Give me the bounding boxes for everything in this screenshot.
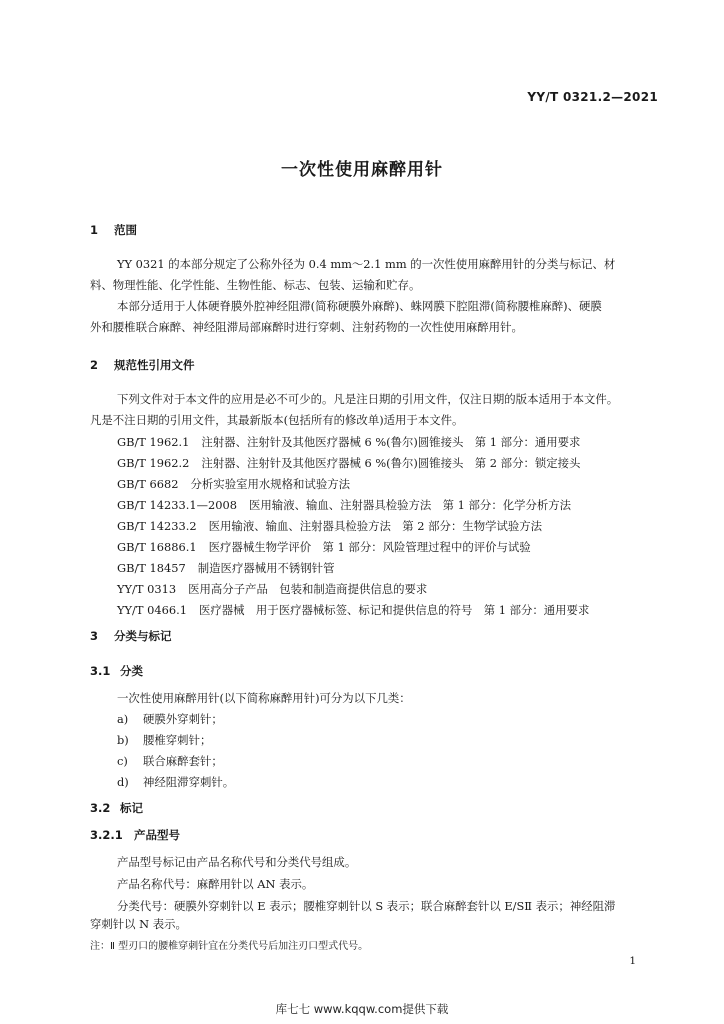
section-title: 规范性引用文件 <box>114 358 195 372</box>
section-3-2-1-heading <box>90 827 180 843</box>
reference-item <box>117 581 427 597</box>
reference-item <box>117 560 334 576</box>
list-text: 硬膜外穿刺针； <box>143 712 223 726</box>
paragraph-line: 穿刺针以 N 表示。 <box>90 917 187 931</box>
reference-title: 注射器、注射针及其他医疗器械 6 %(鲁尔)圆锥接头 第 2 部分：锁定接头 <box>201 456 581 470</box>
paragraph-line: 分类代号：硬膜外穿刺针以 E 表示；腰椎穿刺针以 S 表示；联合麻醉套针以 E/SⅡ 表示；神经阻滞 <box>117 899 616 913</box>
list-text: 神经阻滞穿刺针。 <box>143 775 235 789</box>
paragraph-line: 料、物理性能、化学性能、生物性能、标志、包装、运输和贮存。 <box>90 278 421 292</box>
reference-item <box>117 476 350 492</box>
paragraph-line: 凡是不注日期的引用文件，其最新版本(包括所有的修改单)适用于本文件。 <box>90 413 464 427</box>
reference-title: 医疗器械生物学评价 第 1 部分：风险管理过程中的评价与试验 <box>208 540 531 554</box>
list-marker: d) <box>117 775 129 789</box>
reference-title: 分析实验室用水规格和试验方法 <box>190 477 350 491</box>
list-item <box>117 753 223 769</box>
list-marker: c) <box>117 754 128 768</box>
reference-item <box>117 539 531 555</box>
section-number: 1 <box>90 223 99 237</box>
list-text: 联合麻醉套针； <box>143 754 223 768</box>
section-number: 3.2 <box>90 801 111 815</box>
section-number: 3.2.1 <box>90 828 123 842</box>
reference-code: GB/T 14233.2 <box>117 519 197 533</box>
standard-id: YY/T 0321.2—2021 <box>527 90 658 104</box>
paragraph-line: 下列文件对于本文件的应用是必不可少的。凡是注日期的引用文件，仅注日期的版本适用于本文件。 <box>117 392 619 406</box>
reference-title: 医用输液、输血、注射器具检验方法 第 2 部分：生物学试验方法 <box>208 519 543 533</box>
reference-item <box>117 497 571 513</box>
list-marker: b) <box>117 733 129 747</box>
paragraph-line: YY 0321 的本部分规定了公称外径为 0.4 mm～2.1 mm 的一次性使用麻醉用针的分类与标记、材 <box>117 257 616 271</box>
reference-title: 制造医疗器械用不锈钢针管 <box>197 561 335 575</box>
section-title: 范围 <box>114 223 137 237</box>
reference-item <box>117 518 542 534</box>
page-title: 一次性使用麻醉用针 <box>281 160 443 180</box>
reference-code: GB/T 6682 <box>117 477 179 491</box>
paragraph-line: 一次性使用麻醉用针(以下简称麻醉用针)可分为以下几类： <box>117 691 411 705</box>
paragraph-line: 产品名称代号：麻醉用针以 AN 表示。 <box>117 877 314 891</box>
list-text: 腰椎穿刺针； <box>143 733 212 747</box>
reference-title: 医用高分子产品 包装和制造商提供信息的要求 <box>188 582 428 596</box>
reference-code: GB/T 1962.2 <box>117 456 190 470</box>
reference-title: 医疗器械 用于医疗器械标签、标记和提供信息的符号 第 1 部分：通用要求 <box>198 603 590 617</box>
note: 注：Ⅱ 型刃口的腰椎穿刺针宜在分类代号后加注刃口型式代号。 <box>90 941 369 952</box>
section-1-heading <box>90 222 137 238</box>
reference-code: GB/T 1962.1 <box>117 435 190 449</box>
section-number: 3 <box>90 629 99 643</box>
reference-item <box>117 434 580 450</box>
list-item <box>117 732 211 748</box>
section-title: 产品型号 <box>134 828 180 842</box>
reference-code: YY/T 0313 <box>117 582 177 596</box>
page-number: 1 <box>629 955 636 967</box>
reference-code: GB/T 18457 <box>117 561 186 575</box>
reference-item <box>117 455 580 471</box>
reference-title: 注射器、注射针及其他医疗器械 6 %(鲁尔)圆锥接头 第 1 部分：通用要求 <box>201 435 581 449</box>
section-title: 标记 <box>120 801 143 815</box>
reference-code: YY/T 0466.1 <box>117 603 187 617</box>
section-3-heading <box>90 628 172 644</box>
section-title: 分类 <box>120 664 143 678</box>
section-3-1-heading <box>90 663 143 679</box>
section-2-heading <box>90 357 195 373</box>
reference-title: 医用输液、输血、注射器具检验方法 第 1 部分：化学分析方法 <box>249 498 572 512</box>
list-item <box>117 711 223 727</box>
section-number: 2 <box>90 358 99 372</box>
section-title: 分类与标记 <box>114 629 172 643</box>
paragraph-line: 本部分适用于人体硬脊膜外腔神经阻滞(简称硬膜外麻醉)、蛛网膜下腔阻滞(简称腰椎麻醉)、硬膜 <box>117 299 602 313</box>
section-3-2-heading <box>90 800 143 816</box>
footer-watermark: 库七七 www.kqqw.com提供下载 <box>275 1002 449 1016</box>
reference-item <box>117 602 589 618</box>
list-marker: a) <box>117 712 129 726</box>
paragraph-line: 产品型号标记由产品名称代号和分类代号组成。 <box>117 855 357 869</box>
reference-code: GB/T 14233.1—2008 <box>117 498 238 512</box>
list-item <box>117 774 234 790</box>
paragraph-line: 外和腰椎联合麻醉、神经阻滞局部麻醉时进行穿刺、注射药物的一次性使用麻醉用针。 <box>90 320 523 334</box>
section-number: 3.1 <box>90 664 111 678</box>
reference-code: GB/T 16886.1 <box>117 540 197 554</box>
